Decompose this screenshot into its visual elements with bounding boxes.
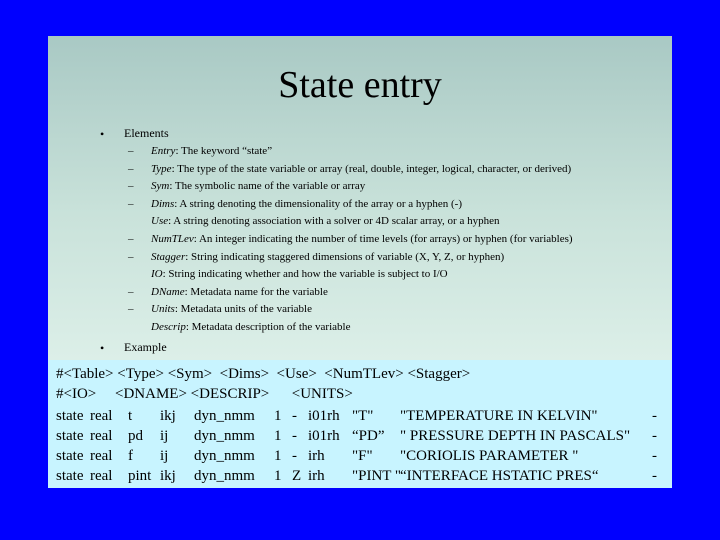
sub-item: [151, 233, 573, 245]
example-cell-c2: real: [90, 448, 113, 464]
example-cell-c3: pint: [128, 468, 152, 484]
sub-item: [151, 303, 312, 315]
sub-item-dash: –: [128, 233, 134, 245]
sub-item-desc: : String indicating whether and how the variable is subject to I/O: [162, 268, 448, 281]
example-cell-c1: state: [56, 448, 84, 464]
sub-item-term: Type: [151, 162, 172, 175]
example-cell-c1: state: [56, 468, 84, 484]
example-cell-c2: real: [90, 408, 113, 424]
example-cell-c10: " PRESSURE DEPTH IN PASCALS": [400, 428, 631, 444]
example-cell-c8: i01rh: [308, 408, 340, 424]
sub-item-term: Dims: [151, 197, 175, 210]
bullet-dot: •: [100, 127, 105, 141]
sub-item: [151, 163, 571, 175]
sub-item: [151, 268, 448, 280]
example-cell-c10: “INTERFACE HSTATIC PRES“: [400, 468, 599, 484]
sub-item-desc: : A string denoting the dimensionality of the array or a hyphen (-): [174, 197, 463, 210]
sub-item-desc: : The keyword “state”: [175, 145, 273, 157]
example-cell-c2: real: [90, 428, 113, 444]
example-header-line-1: #<Table> <Type> <Sym> <Dims> <Use> <NumTLev> <Stagger>: [56, 366, 471, 382]
bullet-example: Example: [124, 340, 167, 354]
example-cell-c6: 1: [274, 448, 282, 464]
example-cell-c11: -: [652, 408, 657, 424]
example-cell-c9: “PD”: [352, 428, 385, 444]
bullet-elements: Elements: [124, 126, 169, 140]
example-cell-c11: -: [652, 448, 657, 464]
sub-item-desc: : The type of the state variable or array (real, double, integer, logical, character, or derived): [171, 162, 572, 175]
example-cell-c1: state: [56, 408, 84, 424]
bullet-dot: •: [100, 341, 105, 355]
example-cell-c4: ij: [160, 448, 169, 464]
example-cell-c9: "T": [352, 408, 374, 424]
example-cell-c11: -: [652, 428, 657, 444]
sub-item-term: Entry: [151, 145, 176, 157]
example-cell-c3: pd: [128, 428, 143, 444]
sub-item-term: Stagger: [151, 250, 186, 263]
example-cell-c7: -: [292, 428, 297, 444]
example-cell-c5: dyn_nmm: [194, 408, 255, 424]
sub-item-term: Sym: [151, 180, 170, 193]
sub-item-desc: : String indicating staggered dimensions of variable (X, Y, Z, or hyphen): [185, 250, 505, 263]
sub-item: [151, 145, 272, 157]
sub-item-term: Descrip: [151, 321, 186, 333]
sub-item-desc: : Metadata units of the variable: [174, 303, 312, 316]
example-cell-c5: dyn_nmm: [194, 428, 255, 444]
example-cell-c9: "F": [352, 448, 373, 464]
sub-item-dash: –: [128, 180, 134, 193]
sub-item-term: Units: [151, 303, 175, 316]
example-cell-c1: state: [56, 428, 84, 444]
sub-item-dash: –: [128, 250, 134, 263]
example-cell-c6: 1: [274, 408, 282, 424]
example-cell-c3: f: [128, 448, 133, 464]
sub-item: [151, 198, 462, 210]
sub-item: [151, 180, 365, 192]
example-cell-c3: t: [128, 408, 133, 424]
sub-item: [151, 215, 499, 227]
sub-item-desc: : Metadata description of the variable: [185, 321, 351, 333]
example-cell-c8: i01rh: [308, 428, 340, 444]
sub-item-dash: –: [128, 285, 134, 298]
sub-item-term: NumTLev: [151, 233, 194, 245]
example-cell-c6: 1: [274, 428, 282, 444]
example-cell-c5: dyn_nmm: [194, 468, 255, 484]
example-cell-c4: ij: [160, 428, 169, 444]
slide: [48, 36, 672, 360]
example-cell-c8: irh: [308, 468, 325, 484]
example-block: [48, 360, 672, 488]
sub-item-dash: –: [128, 145, 134, 157]
example-header-line-2: #<IO> <DNAME> <DESCRIP> <UNITS>: [56, 386, 353, 402]
sub-item-desc: : The symbolic name of the variable or array: [169, 180, 366, 193]
sub-item-dash: –: [128, 197, 134, 210]
example-cell-c2: real: [90, 468, 113, 484]
example-cell-c9: "PINT ": [352, 468, 402, 484]
example-cell-c5: dyn_nmm: [194, 448, 255, 464]
sub-item-term: IO: [151, 268, 163, 281]
example-cell-c7: -: [292, 408, 297, 424]
sub-item: [151, 251, 504, 263]
sub-item-dash: –: [128, 303, 134, 316]
sub-item-term: DName: [151, 285, 185, 298]
example-cell-c10: "TEMPERATURE IN KELVIN": [400, 408, 598, 424]
sub-item: [151, 286, 328, 298]
example-cell-c4: ikj: [160, 408, 176, 424]
example-cell-c11: -: [652, 468, 657, 484]
example-cell-c7: -: [292, 448, 297, 464]
sub-item-desc: : A string denoting association with a solver or 4D scalar array, or a hyphen: [168, 215, 500, 228]
sub-item-term: Use: [151, 215, 169, 228]
slide-title: State entry: [278, 64, 442, 106]
example-cell-c8: irh: [308, 448, 325, 464]
sub-item-desc: : Metadata name for the variable: [184, 285, 328, 298]
example-cell-c4: ikj: [160, 468, 176, 484]
sub-item-dash: –: [128, 162, 134, 175]
example-cell-c7: Z: [292, 468, 302, 484]
example-cell-c10: "CORIOLIS PARAMETER ": [400, 448, 579, 464]
sub-item-desc: : An integer indicating the number of time levels (for arrays) or hyphen (for variables): [193, 233, 573, 245]
sub-item: [151, 321, 350, 333]
example-cell-c6: 1: [274, 468, 282, 484]
